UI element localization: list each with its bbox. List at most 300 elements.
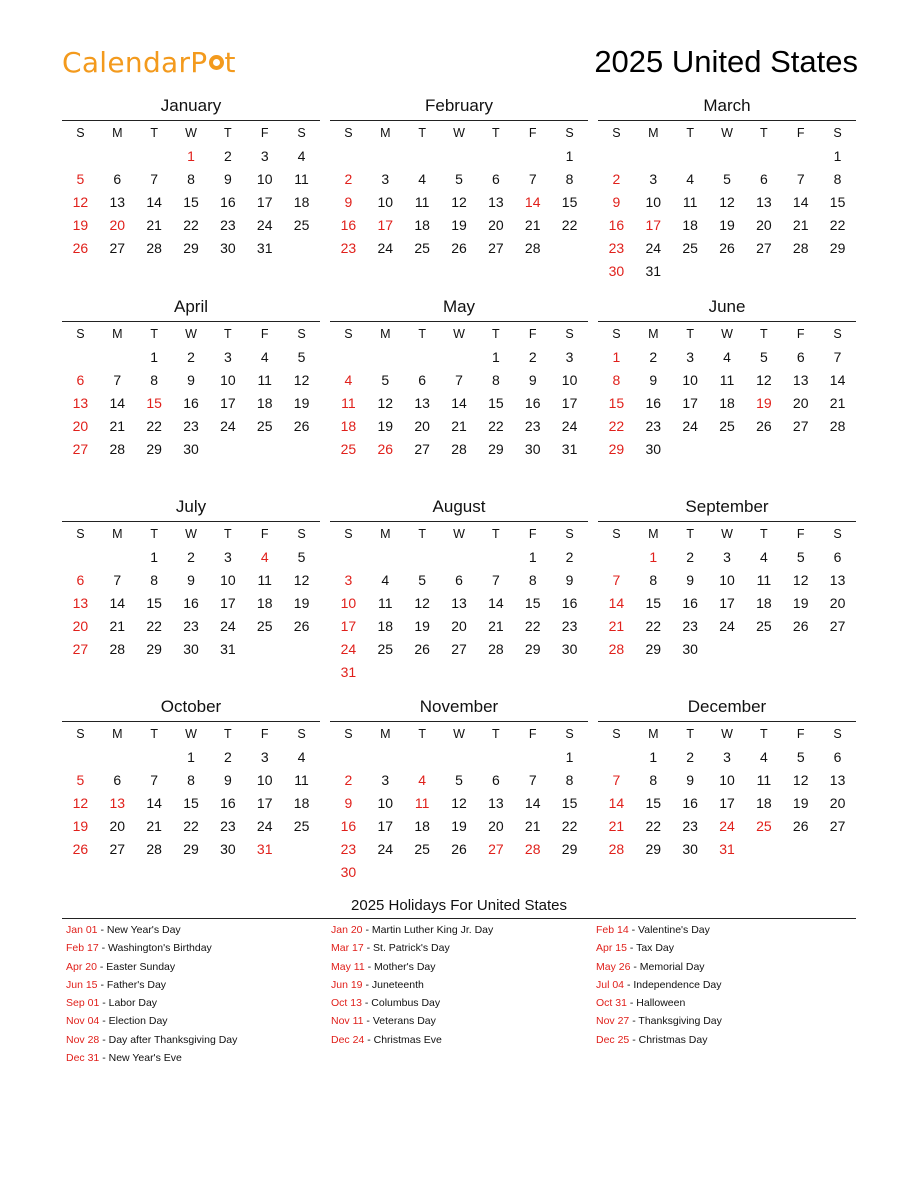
day-cell[interactable]: 27 bbox=[451, 641, 467, 657]
day-cell[interactable]: 15 bbox=[524, 595, 541, 611]
day-cell[interactable]: 18 bbox=[756, 595, 772, 611]
day-cell[interactable]: 15 bbox=[146, 395, 162, 411]
day-cell[interactable]: 13 bbox=[829, 772, 846, 788]
day-cell[interactable]: 26 bbox=[414, 641, 430, 657]
day-cell[interactable]: 10 bbox=[561, 372, 578, 388]
day-cell[interactable]: 9 bbox=[612, 194, 621, 210]
day-cell[interactable]: 22 bbox=[645, 618, 662, 634]
day-cell[interactable]: 28 bbox=[451, 441, 467, 457]
day-cell[interactable]: 9 bbox=[528, 372, 537, 388]
day-cell[interactable]: 15 bbox=[183, 795, 199, 811]
day-cell[interactable]: 23 bbox=[645, 418, 662, 434]
day-cell[interactable]: 22 bbox=[183, 818, 199, 834]
day-cell[interactable]: 8 bbox=[528, 572, 537, 588]
day-cell[interactable]: 29 bbox=[183, 240, 199, 256]
day-cell[interactable]: 16 bbox=[340, 818, 357, 834]
day-cell[interactable]: 29 bbox=[608, 441, 625, 457]
day-cell[interactable]: 25 bbox=[756, 818, 772, 834]
day-cell[interactable]: 17 bbox=[220, 395, 236, 411]
day-cell[interactable]: 13 bbox=[72, 595, 89, 611]
day-cell[interactable]: 5 bbox=[455, 772, 463, 788]
day-cell[interactable]: 14 bbox=[524, 795, 541, 811]
day-cell[interactable]: 25 bbox=[756, 618, 772, 634]
day-cell[interactable]: 9 bbox=[565, 572, 574, 588]
day-cell[interactable]: 24 bbox=[645, 240, 662, 256]
day-cell[interactable]: 19 bbox=[72, 818, 89, 834]
day-cell[interactable]: 11 bbox=[294, 171, 309, 187]
day-cell[interactable]: 11 bbox=[378, 595, 393, 611]
day-cell[interactable]: 28 bbox=[109, 641, 126, 657]
day-cell[interactable]: 30 bbox=[682, 841, 698, 857]
day-cell[interactable]: 29 bbox=[183, 841, 199, 857]
day-cell[interactable]: 5 bbox=[297, 549, 306, 565]
day-cell[interactable]: 10 bbox=[340, 595, 357, 611]
day-cell[interactable]: 18 bbox=[756, 795, 772, 811]
day-cell[interactable]: 8 bbox=[649, 772, 658, 788]
day-cell[interactable]: 17 bbox=[340, 618, 357, 634]
day-cell[interactable]: 6 bbox=[833, 749, 842, 765]
day-cell[interactable]: 12 bbox=[293, 572, 310, 588]
day-cell[interactable]: 10 bbox=[719, 772, 735, 788]
day-cell[interactable]: 7 bbox=[796, 171, 805, 187]
day-cell[interactable]: 1 bbox=[528, 549, 537, 565]
day-cell[interactable]: 25 bbox=[414, 841, 430, 857]
day-cell[interactable]: 22 bbox=[524, 618, 541, 634]
day-cell[interactable]: 14 bbox=[146, 194, 162, 210]
day-cell[interactable]: 7 bbox=[833, 349, 842, 365]
day-cell[interactable]: 1 bbox=[649, 749, 658, 765]
day-cell[interactable]: 27 bbox=[109, 240, 126, 256]
day-cell[interactable]: 20 bbox=[829, 595, 846, 611]
day-cell[interactable]: 5 bbox=[418, 572, 427, 588]
day-cell[interactable]: 12 bbox=[792, 772, 809, 788]
day-cell[interactable]: 17 bbox=[645, 217, 662, 233]
calendarpot-logo[interactable] bbox=[62, 46, 236, 79]
day-cell[interactable]: 3 bbox=[344, 572, 353, 588]
day-cell[interactable]: 3 bbox=[260, 148, 269, 164]
day-cell[interactable]: 16 bbox=[524, 395, 541, 411]
day-cell[interactable]: 18 bbox=[719, 395, 735, 411]
day-cell[interactable]: 3 bbox=[381, 772, 390, 788]
day-cell[interactable]: 27 bbox=[72, 641, 89, 657]
day-cell[interactable]: 13 bbox=[109, 194, 126, 210]
day-cell[interactable]: 14 bbox=[524, 194, 541, 210]
day-cell[interactable]: 3 bbox=[381, 171, 390, 187]
day-cell[interactable]: 24 bbox=[256, 818, 273, 834]
day-cell[interactable]: 15 bbox=[829, 194, 846, 210]
day-cell[interactable]: 25 bbox=[293, 818, 310, 834]
day-cell[interactable]: 30 bbox=[340, 864, 357, 880]
day-cell[interactable]: 2 bbox=[612, 171, 621, 187]
day-cell[interactable]: 23 bbox=[608, 240, 625, 256]
day-cell[interactable]: 24 bbox=[220, 618, 236, 634]
day-cell[interactable]: 5 bbox=[455, 171, 463, 187]
day-cell[interactable]: 24 bbox=[377, 240, 394, 256]
day-cell[interactable]: 19 bbox=[72, 217, 89, 233]
day-cell[interactable]: 7 bbox=[491, 572, 500, 588]
day-cell[interactable]: 13 bbox=[414, 395, 430, 411]
day-cell[interactable]: 31 bbox=[220, 641, 236, 657]
day-cell[interactable]: 15 bbox=[488, 395, 504, 411]
day-cell[interactable]: 16 bbox=[183, 595, 199, 611]
day-cell[interactable]: 21 bbox=[608, 818, 625, 834]
day-cell[interactable]: 27 bbox=[72, 441, 89, 457]
day-cell[interactable]: 23 bbox=[220, 217, 236, 233]
day-cell[interactable]: 9 bbox=[344, 194, 353, 210]
day-cell[interactable]: 21 bbox=[109, 618, 126, 634]
day-cell[interactable]: 8 bbox=[612, 372, 621, 388]
day-cell[interactable]: 17 bbox=[719, 595, 735, 611]
day-cell[interactable]: 5 bbox=[796, 749, 805, 765]
day-cell[interactable]: 4 bbox=[759, 749, 768, 765]
day-cell[interactable]: 30 bbox=[608, 263, 625, 279]
day-cell[interactable]: 23 bbox=[220, 818, 236, 834]
day-cell[interactable]: 9 bbox=[344, 795, 353, 811]
day-cell[interactable]: 31 bbox=[256, 240, 273, 256]
day-cell[interactable]: 26 bbox=[756, 418, 772, 434]
day-cell[interactable]: 23 bbox=[682, 618, 698, 634]
day-cell[interactable]: 18 bbox=[414, 818, 430, 834]
day-cell[interactable]: 2 bbox=[649, 349, 658, 365]
day-cell[interactable]: 8 bbox=[187, 171, 195, 187]
day-cell[interactable]: 31 bbox=[719, 841, 735, 857]
day-cell[interactable]: 8 bbox=[491, 372, 500, 388]
day-cell[interactable]: 17 bbox=[682, 395, 698, 411]
day-cell[interactable]: 17 bbox=[561, 395, 578, 411]
day-cell[interactable]: 12 bbox=[72, 795, 89, 811]
day-cell[interactable]: 26 bbox=[792, 618, 809, 634]
day-cell[interactable]: 15 bbox=[645, 795, 662, 811]
day-cell[interactable]: 6 bbox=[455, 572, 463, 588]
day-cell[interactable]: 21 bbox=[524, 818, 541, 834]
day-cell[interactable]: 12 bbox=[414, 595, 430, 611]
day-cell[interactable]: 20 bbox=[72, 618, 89, 634]
day-cell[interactable]: 11 bbox=[414, 795, 430, 811]
day-cell[interactable]: 5 bbox=[723, 171, 731, 187]
day-cell[interactable]: 20 bbox=[451, 618, 467, 634]
day-cell[interactable]: 25 bbox=[377, 641, 394, 657]
day-cell[interactable]: 28 bbox=[608, 641, 625, 657]
day-cell[interactable]: 22 bbox=[488, 418, 504, 434]
day-cell[interactable]: 16 bbox=[183, 395, 199, 411]
day-cell[interactable]: 1 bbox=[491, 349, 500, 365]
day-cell[interactable]: 23 bbox=[183, 618, 199, 634]
day-cell[interactable]: 12 bbox=[756, 372, 772, 388]
day-cell[interactable]: 5 bbox=[759, 349, 768, 365]
day-cell[interactable]: 12 bbox=[293, 372, 310, 388]
day-cell[interactable]: 21 bbox=[451, 418, 467, 434]
day-cell[interactable]: 11 bbox=[341, 395, 356, 411]
day-cell[interactable]: 7 bbox=[150, 772, 159, 788]
day-cell[interactable]: 7 bbox=[528, 772, 537, 788]
day-cell[interactable]: 24 bbox=[561, 418, 578, 434]
day-cell[interactable]: 9 bbox=[686, 772, 695, 788]
day-cell[interactable]: 20 bbox=[72, 418, 89, 434]
day-cell[interactable]: 23 bbox=[340, 841, 357, 857]
day-cell[interactable]: 1 bbox=[565, 749, 574, 765]
day-cell[interactable]: 14 bbox=[792, 194, 809, 210]
day-cell[interactable]: 15 bbox=[183, 194, 199, 210]
day-cell[interactable]: 3 bbox=[686, 349, 695, 365]
day-cell[interactable]: 3 bbox=[723, 549, 731, 565]
day-cell[interactable]: 30 bbox=[682, 641, 698, 657]
day-cell[interactable]: 10 bbox=[256, 772, 273, 788]
day-cell[interactable]: 21 bbox=[146, 818, 162, 834]
day-cell[interactable]: 21 bbox=[109, 418, 126, 434]
day-cell[interactable]: 19 bbox=[451, 818, 467, 834]
day-cell[interactable]: 16 bbox=[608, 217, 625, 233]
day-cell[interactable]: 26 bbox=[719, 240, 735, 256]
day-cell[interactable]: 3 bbox=[723, 749, 731, 765]
day-cell[interactable]: 14 bbox=[451, 395, 467, 411]
day-cell[interactable]: 31 bbox=[340, 664, 357, 680]
day-cell[interactable]: 6 bbox=[113, 171, 122, 187]
day-cell[interactable]: 20 bbox=[792, 395, 809, 411]
day-cell[interactable]: 8 bbox=[150, 572, 159, 588]
day-cell[interactable]: 14 bbox=[146, 795, 162, 811]
day-cell[interactable]: 10 bbox=[719, 572, 735, 588]
day-cell[interactable]: 10 bbox=[256, 171, 273, 187]
day-cell[interactable]: 9 bbox=[686, 572, 695, 588]
day-cell[interactable]: 7 bbox=[113, 572, 122, 588]
day-cell[interactable]: 4 bbox=[686, 171, 695, 187]
day-cell[interactable]: 29 bbox=[146, 441, 162, 457]
day-cell[interactable]: 4 bbox=[381, 572, 390, 588]
day-cell[interactable]: 5 bbox=[76, 772, 85, 788]
day-cell[interactable]: 9 bbox=[187, 572, 195, 588]
day-cell[interactable]: 27 bbox=[109, 841, 126, 857]
day-cell[interactable]: 22 bbox=[146, 618, 162, 634]
day-cell[interactable]: 8 bbox=[833, 171, 842, 187]
day-cell[interactable]: 14 bbox=[608, 795, 625, 811]
day-cell[interactable]: 24 bbox=[256, 217, 273, 233]
day-cell[interactable]: 10 bbox=[220, 372, 236, 388]
day-cell[interactable]: 31 bbox=[561, 441, 578, 457]
day-cell[interactable]: 5 bbox=[297, 349, 306, 365]
day-cell[interactable]: 4 bbox=[260, 349, 269, 365]
day-cell[interactable]: 21 bbox=[524, 217, 541, 233]
day-cell[interactable]: 26 bbox=[72, 841, 89, 857]
day-cell[interactable]: 25 bbox=[414, 240, 430, 256]
day-cell[interactable]: 25 bbox=[340, 441, 357, 457]
day-cell[interactable]: 14 bbox=[109, 595, 126, 611]
day-cell[interactable]: 24 bbox=[220, 418, 236, 434]
day-cell[interactable]: 12 bbox=[719, 194, 735, 210]
day-cell[interactable]: 4 bbox=[418, 171, 427, 187]
day-cell[interactable]: 26 bbox=[792, 818, 809, 834]
day-cell[interactable]: 8 bbox=[565, 171, 574, 187]
day-cell[interactable]: 30 bbox=[645, 441, 662, 457]
day-cell[interactable]: 10 bbox=[645, 194, 662, 210]
day-cell[interactable]: 7 bbox=[113, 372, 122, 388]
day-cell[interactable]: 8 bbox=[649, 572, 658, 588]
day-cell[interactable]: 23 bbox=[524, 418, 541, 434]
day-cell[interactable]: 11 bbox=[719, 372, 735, 388]
day-cell[interactable]: 4 bbox=[260, 549, 269, 565]
day-cell[interactable]: 12 bbox=[792, 572, 809, 588]
day-cell[interactable]: 14 bbox=[488, 595, 504, 611]
day-cell[interactable]: 29 bbox=[561, 841, 578, 857]
day-cell[interactable]: 25 bbox=[682, 240, 698, 256]
day-cell[interactable]: 1 bbox=[187, 148, 195, 164]
day-cell[interactable]: 22 bbox=[561, 818, 578, 834]
day-cell[interactable]: 4 bbox=[297, 749, 306, 765]
day-cell[interactable]: 13 bbox=[488, 194, 504, 210]
day-cell[interactable]: 27 bbox=[829, 618, 846, 634]
day-cell[interactable]: 1 bbox=[150, 549, 159, 565]
day-cell[interactable]: 31 bbox=[645, 263, 662, 279]
day-cell[interactable]: 2 bbox=[187, 349, 195, 365]
day-cell[interactable]: 17 bbox=[719, 795, 735, 811]
day-cell[interactable]: 4 bbox=[759, 549, 768, 565]
day-cell[interactable]: 29 bbox=[146, 641, 162, 657]
day-cell[interactable]: 19 bbox=[293, 595, 310, 611]
day-cell[interactable]: 14 bbox=[608, 595, 625, 611]
day-cell[interactable]: 17 bbox=[377, 217, 394, 233]
day-cell[interactable]: 1 bbox=[187, 749, 195, 765]
day-cell[interactable]: 6 bbox=[76, 572, 85, 588]
day-cell[interactable]: 31 bbox=[256, 841, 273, 857]
day-cell[interactable]: 16 bbox=[645, 395, 662, 411]
day-cell[interactable]: 26 bbox=[451, 240, 467, 256]
day-cell[interactable]: 19 bbox=[756, 395, 772, 411]
day-cell[interactable]: 8 bbox=[187, 772, 195, 788]
day-cell[interactable]: 3 bbox=[223, 349, 232, 365]
day-cell[interactable]: 22 bbox=[645, 818, 662, 834]
day-cell[interactable]: 30 bbox=[183, 641, 199, 657]
day-cell[interactable]: 28 bbox=[488, 641, 504, 657]
day-cell[interactable]: 18 bbox=[293, 795, 310, 811]
day-cell[interactable]: 2 bbox=[187, 549, 195, 565]
day-cell[interactable]: 15 bbox=[146, 595, 162, 611]
day-cell[interactable]: 12 bbox=[72, 194, 89, 210]
day-cell[interactable]: 12 bbox=[451, 795, 467, 811]
day-cell[interactable]: 18 bbox=[256, 395, 273, 411]
day-cell[interactable]: 16 bbox=[561, 595, 578, 611]
day-cell[interactable]: 6 bbox=[796, 349, 805, 365]
day-cell[interactable]: 20 bbox=[829, 795, 846, 811]
day-cell[interactable]: 11 bbox=[756, 772, 772, 788]
day-cell[interactable]: 10 bbox=[220, 572, 236, 588]
day-cell[interactable]: 18 bbox=[414, 217, 430, 233]
day-cell[interactable]: 27 bbox=[756, 240, 772, 256]
day-cell[interactable]: 17 bbox=[220, 595, 236, 611]
day-cell[interactable]: 6 bbox=[833, 549, 842, 565]
day-cell[interactable]: 4 bbox=[297, 148, 306, 164]
day-cell[interactable]: 13 bbox=[829, 572, 846, 588]
day-cell[interactable]: 10 bbox=[377, 194, 394, 210]
day-cell[interactable]: 6 bbox=[491, 772, 500, 788]
day-cell[interactable]: 12 bbox=[377, 395, 394, 411]
day-cell[interactable]: 20 bbox=[109, 217, 126, 233]
day-cell[interactable]: 25 bbox=[719, 418, 735, 434]
day-cell[interactable]: 5 bbox=[796, 549, 805, 565]
day-cell[interactable]: 11 bbox=[257, 372, 272, 388]
day-cell[interactable]: 26 bbox=[293, 418, 310, 434]
day-cell[interactable]: 19 bbox=[451, 217, 467, 233]
day-cell[interactable]: 28 bbox=[524, 841, 541, 857]
day-cell[interactable]: 2 bbox=[223, 749, 232, 765]
day-cell[interactable]: 18 bbox=[293, 194, 310, 210]
day-cell[interactable]: 13 bbox=[488, 795, 504, 811]
day-cell[interactable]: 15 bbox=[608, 395, 625, 411]
day-cell[interactable]: 10 bbox=[377, 795, 394, 811]
day-cell[interactable]: 11 bbox=[294, 772, 309, 788]
day-cell[interactable]: 29 bbox=[488, 441, 504, 457]
day-cell[interactable]: 17 bbox=[256, 194, 273, 210]
day-cell[interactable]: 22 bbox=[183, 217, 199, 233]
day-cell[interactable]: 19 bbox=[792, 595, 809, 611]
day-cell[interactable]: 29 bbox=[524, 641, 541, 657]
day-cell[interactable]: 26 bbox=[451, 841, 467, 857]
day-cell[interactable]: 13 bbox=[109, 795, 126, 811]
day-cell[interactable]: 8 bbox=[150, 372, 159, 388]
day-cell[interactable]: 30 bbox=[524, 441, 541, 457]
day-cell[interactable]: 12 bbox=[451, 194, 467, 210]
day-cell[interactable]: 9 bbox=[223, 171, 232, 187]
day-cell[interactable]: 6 bbox=[759, 171, 768, 187]
day-cell[interactable]: 3 bbox=[223, 549, 232, 565]
day-cell[interactable]: 2 bbox=[528, 349, 537, 365]
day-cell[interactable]: 20 bbox=[488, 818, 504, 834]
day-cell[interactable]: 29 bbox=[645, 641, 662, 657]
day-cell[interactable]: 13 bbox=[72, 395, 89, 411]
day-cell[interactable]: 29 bbox=[645, 841, 662, 857]
day-cell[interactable]: 19 bbox=[792, 795, 809, 811]
day-cell[interactable]: 1 bbox=[833, 148, 842, 164]
day-cell[interactable]: 18 bbox=[682, 217, 698, 233]
day-cell[interactable]: 20 bbox=[488, 217, 504, 233]
day-cell[interactable]: 1 bbox=[649, 549, 658, 565]
day-cell[interactable]: 7 bbox=[612, 572, 621, 588]
day-cell[interactable]: 16 bbox=[682, 795, 698, 811]
day-cell[interactable]: 28 bbox=[109, 441, 126, 457]
day-cell[interactable]: 28 bbox=[524, 240, 541, 256]
day-cell[interactable]: 29 bbox=[829, 240, 846, 256]
day-cell[interactable]: 19 bbox=[414, 618, 430, 634]
day-cell[interactable]: 27 bbox=[488, 240, 504, 256]
day-cell[interactable]: 25 bbox=[293, 217, 310, 233]
day-cell[interactable]: 6 bbox=[491, 171, 500, 187]
day-cell[interactable]: 16 bbox=[340, 217, 357, 233]
day-cell[interactable]: 23 bbox=[183, 418, 199, 434]
day-cell[interactable]: 7 bbox=[612, 772, 621, 788]
day-cell[interactable]: 6 bbox=[113, 772, 122, 788]
day-cell[interactable]: 23 bbox=[340, 240, 357, 256]
day-cell[interactable]: 24 bbox=[682, 418, 698, 434]
day-cell[interactable]: 28 bbox=[608, 841, 625, 857]
day-cell[interactable]: 20 bbox=[756, 217, 772, 233]
day-cell[interactable]: 9 bbox=[649, 372, 658, 388]
day-cell[interactable]: 5 bbox=[76, 171, 85, 187]
day-cell[interactable]: 28 bbox=[146, 240, 162, 256]
day-cell[interactable]: 20 bbox=[109, 818, 126, 834]
day-cell[interactable]: 25 bbox=[256, 418, 273, 434]
day-cell[interactable]: 18 bbox=[256, 595, 273, 611]
day-cell[interactable]: 16 bbox=[220, 795, 236, 811]
day-cell[interactable]: 14 bbox=[109, 395, 126, 411]
day-cell[interactable]: 15 bbox=[561, 795, 578, 811]
day-cell[interactable]: 19 bbox=[293, 395, 310, 411]
day-cell[interactable]: 6 bbox=[76, 372, 85, 388]
day-cell[interactable]: 28 bbox=[829, 418, 846, 434]
day-cell[interactable]: 5 bbox=[381, 372, 390, 388]
day-cell[interactable]: 7 bbox=[150, 171, 159, 187]
day-cell[interactable]: 28 bbox=[792, 240, 809, 256]
day-cell[interactable]: 3 bbox=[649, 171, 658, 187]
day-cell[interactable]: 8 bbox=[565, 772, 574, 788]
day-cell[interactable]: 11 bbox=[414, 194, 430, 210]
